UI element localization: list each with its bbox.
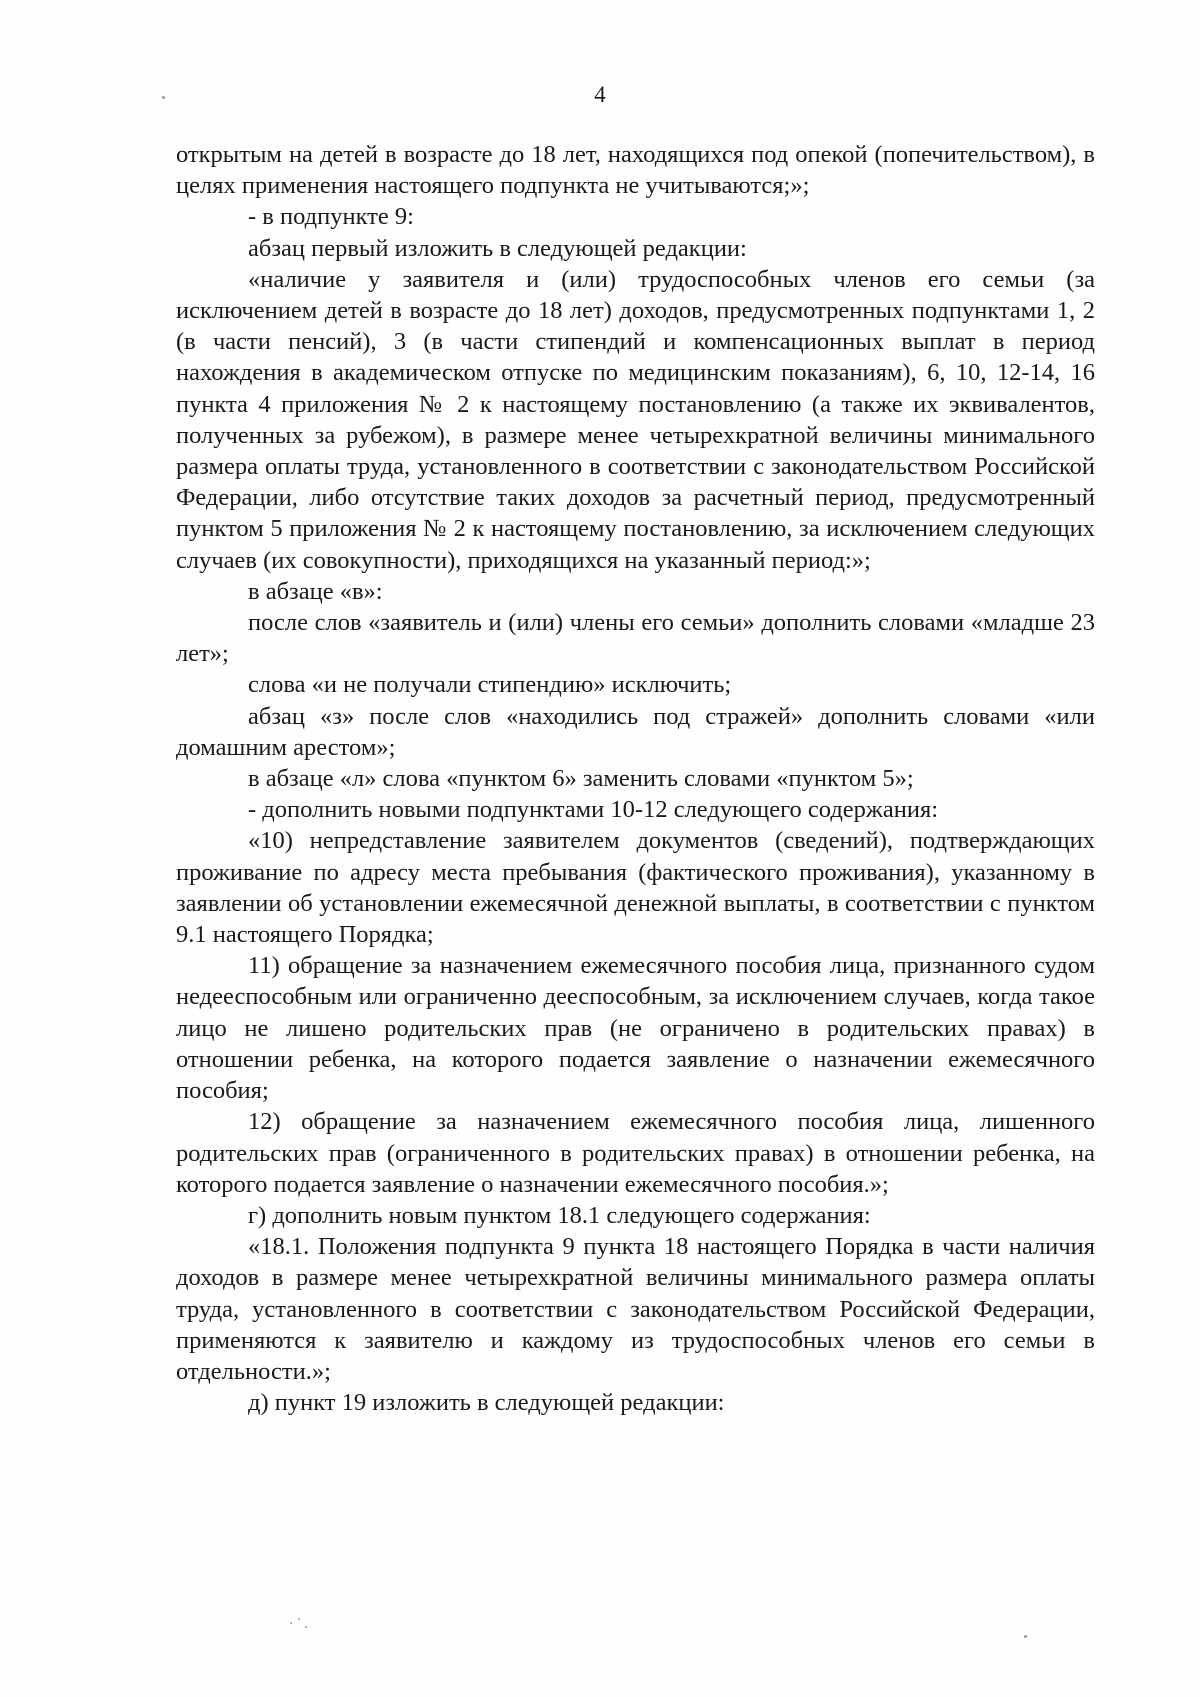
paragraph-item-18-1: «18.1. Положения подпункта 9 пункта 18 настоящего Порядка в части наличия доходов в размере менее четырехкратной величины минимального размера оплаты труда, установленного в соответствии с законодательством Российской Федерации, применяются к заявителю и каждому из трудоспособных членов его семьи в отдельности.»; [176,1233,1095,1385]
paragraph-subitem-10: «10) непредставление заявителем документов (сведений), подтверждающих проживание по адресу места пребывания (фактического проживания), указанному в заявлении об установлении ежемесячной денежной выплаты, в соответствии с пунктом 9.1 настоящего Порядка; [176,827,1095,949]
scan-speck [290,1622,292,1624]
paragraph-after-words: после слов «заявитель и (или) члены его семьи» дополнить словами «младше 23 лет»; [176,609,1095,668]
paragraph-quote-income: «наличие у заявителя и (или) трудоспособных членов его семьи (за исключением детей в возрасте до 18 лет) доходов, предусмотренных подпунктами 1, 2 (в части пенсий), 3 (в части стипендий и компенсационных выплат в период нахождения в академическом отпуске по медицинским показаниям), 6, 10, 12-14, 16 пункта 4 приложения № 2 к настоящему постановлению (а также их эквивалентов, полученных за рубежом), в размере менее четырехкратной величины минимального размера оплаты труда, установленного в соответствии с законодательством Российской Федерации, либо отсутствие таких доходов за расчетный период, предусмотренный пунктом 5 приложения № 2 к настоящему постановлению, за исключением следующих случаев (их совокупности), приходящихся на указанный период:»; [176,265,1095,574]
paragraph-subitem-9: - в подпункте 9: [248,203,414,231]
paragraph-abzac-z: абзац «з» после слов «находились под стражей» дополнить словами «или домашним арестом»; [176,702,1095,761]
paragraph-item-d: д) пункт 19 изложить в следующей редакции: [248,1389,725,1417]
paragraph-stipend-words: слова «и не получали стипендию» исключить; [248,671,732,699]
page-number: 4 [594,82,606,107]
paragraph-first-abzac: абзац первый изложить в следующей редакции: [248,234,747,262]
paragraph-new-subitems: - дополнить новыми подпунктами 10-12 следующего содержания: [248,796,939,824]
scan-speck [162,96,165,99]
scan-speck [1024,1635,1027,1638]
scan-speck [305,1626,307,1628]
paragraph-item-g: г) дополнить новым пунктом 18.1 следующего содержания: [248,1201,871,1229]
paragraph-subitem-11: 11) обращение за назначением ежемесячного пособия лица, признанного судом недееспособным или ограниченно дееспособным, за исключением случаев, когда такое лицо не лишено родительских прав (не ограничено в родительских правах) в отношении ребенка, на которого подается заявление о назначении ежемесячного пособия; [176,952,1095,1105]
paragraph-abzac-l: в абзаце «л» слова «пунктом 6» заменить словами «пунктом 5»; [248,765,914,793]
scan-speck [298,1618,300,1620]
document-body [176,139,1095,1418]
paragraph-continuation: открытым на детей в возрасте до 18 лет, находящихся под опекой (попечительством), в целях применения настоящего подпункта не учитываются;»; [176,141,1095,200]
paragraph-subitem-12: 12) обращение за назначением ежемесячного пособия лица, лишенного родительских прав (ограниченного в родительских правах) в отношении ребенка, на которого подается заявление о назначении ежемесячного пособия.»; [176,1108,1095,1198]
paragraph-abzac-v: в абзаце «в»: [248,577,383,605]
